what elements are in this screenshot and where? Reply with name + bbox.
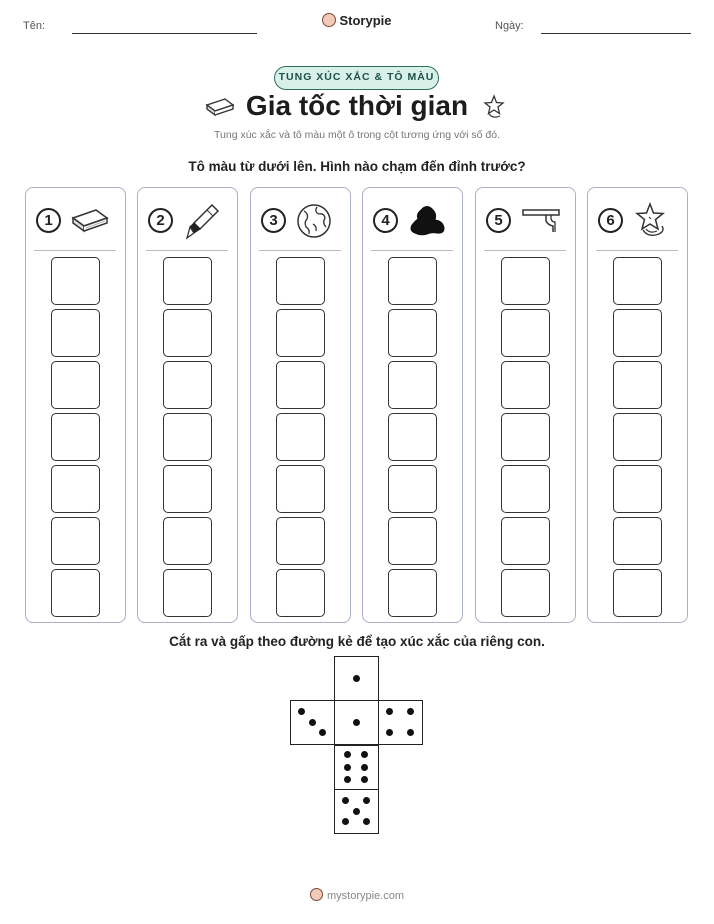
color-cell[interactable]	[613, 413, 662, 461]
name-line[interactable]	[72, 33, 257, 34]
dice-pip	[353, 675, 360, 682]
column-divider	[259, 250, 341, 251]
color-cell[interactable]	[388, 517, 437, 565]
color-cell[interactable]	[501, 569, 550, 617]
dice-face	[290, 700, 335, 745]
column-divider	[34, 250, 116, 251]
ink-blot-icon	[407, 202, 447, 238]
fountain-pen-icon	[182, 202, 222, 240]
color-cell[interactable]	[163, 309, 212, 357]
page-title: Gia tốc thời gian	[245, 90, 469, 121]
color-cell[interactable]	[613, 517, 662, 565]
shelf-icon	[520, 202, 562, 238]
dice-pip	[361, 776, 368, 783]
column-header	[148, 202, 228, 242]
activity-badge: TUNG XÚC XẮC & TÔ MÀU	[274, 66, 439, 90]
color-cell[interactable]	[501, 517, 550, 565]
dice-pip	[407, 708, 414, 715]
brand-name: Storypie	[339, 13, 392, 28]
color-cell[interactable]	[276, 413, 325, 461]
dice-pip	[342, 797, 349, 804]
instruction: Tô màu từ dưới lên. Hình nào chạm đến đỉnh trước?	[188, 159, 526, 174]
color-cell[interactable]	[51, 517, 100, 565]
color-cell[interactable]	[51, 257, 100, 305]
column-divider	[596, 250, 678, 251]
cut-instruction: Cắt ra và gấp theo đường kẻ để tạo xúc xắc của riêng con.	[169, 634, 545, 649]
color-cell[interactable]	[163, 257, 212, 305]
color-cell[interactable]	[163, 465, 212, 513]
color-cell[interactable]	[276, 569, 325, 617]
color-cell[interactable]	[613, 465, 662, 513]
color-cell[interactable]	[388, 257, 437, 305]
column-5	[475, 187, 576, 623]
color-cell[interactable]	[276, 309, 325, 357]
number-circle: 1	[36, 208, 61, 233]
color-cell[interactable]	[51, 569, 100, 617]
color-cell[interactable]	[501, 257, 550, 305]
color-cell[interactable]	[388, 569, 437, 617]
number-circle: 3	[261, 208, 286, 233]
dice-pip	[386, 708, 393, 715]
dice-face	[334, 700, 379, 745]
dice-pip	[353, 719, 360, 726]
column-header	[598, 202, 678, 242]
dice-pip	[344, 764, 351, 771]
date-line[interactable]	[541, 33, 691, 34]
column-header	[486, 202, 566, 242]
color-cell[interactable]	[388, 361, 437, 409]
dice-pip	[363, 797, 370, 804]
number-circle: 2	[148, 208, 173, 233]
color-cell[interactable]	[276, 257, 325, 305]
color-cell[interactable]	[388, 309, 437, 357]
dice-pip	[344, 776, 351, 783]
color-cell[interactable]	[501, 413, 550, 461]
color-cell[interactable]	[51, 309, 100, 357]
column-divider	[484, 250, 566, 251]
color-cell[interactable]	[276, 517, 325, 565]
color-cell[interactable]	[163, 413, 212, 461]
globe-icon	[295, 202, 333, 240]
color-cell[interactable]	[163, 517, 212, 565]
bear-logo-icon	[310, 888, 323, 901]
column-divider	[371, 250, 453, 251]
color-cell[interactable]	[51, 465, 100, 513]
subtitle: Tung xúc xắc và tô màu một ô trong cột tương ứng với số đó.	[214, 129, 500, 141]
dice-pip	[342, 818, 349, 825]
dice-pip	[309, 719, 316, 726]
dice-pip	[361, 751, 368, 758]
dice-pip	[319, 729, 326, 736]
column-header	[261, 202, 341, 242]
color-cell[interactable]	[276, 465, 325, 513]
bear-logo-icon	[322, 13, 336, 27]
dice-pip	[407, 729, 414, 736]
dice-face	[334, 789, 379, 834]
color-cell[interactable]	[163, 361, 212, 409]
dice-pip	[298, 708, 305, 715]
dice-pip	[353, 808, 360, 815]
color-cell[interactable]	[613, 309, 662, 357]
footer-url[interactable]: mystorypie.com	[326, 890, 405, 902]
column-2	[137, 187, 238, 623]
book-icon	[70, 202, 110, 238]
color-cell[interactable]	[163, 569, 212, 617]
dice-face	[334, 745, 379, 790]
brand-logo	[0, 13, 714, 28]
column-1	[25, 187, 126, 623]
color-cell[interactable]	[613, 569, 662, 617]
column-header	[373, 202, 453, 242]
color-cell[interactable]	[501, 309, 550, 357]
color-cell[interactable]	[51, 361, 100, 409]
dice-face	[334, 656, 379, 701]
color-cell[interactable]	[613, 257, 662, 305]
color-cell[interactable]	[276, 361, 325, 409]
color-cell[interactable]	[388, 465, 437, 513]
dice-pip	[386, 729, 393, 736]
dice-face	[378, 700, 423, 745]
number-circle: 5	[486, 208, 511, 233]
dice-pip	[361, 764, 368, 771]
color-cell[interactable]	[51, 413, 100, 461]
color-cell[interactable]	[613, 361, 662, 409]
number-circle: 6	[598, 208, 623, 233]
column-3	[250, 187, 351, 623]
column-header	[36, 202, 116, 242]
name-label: Tên:	[23, 20, 46, 32]
shooting-star-icon	[481, 94, 507, 120]
color-cell[interactable]	[388, 413, 437, 461]
column-divider	[146, 250, 228, 251]
number-circle: 4	[373, 208, 398, 233]
shooting-star-icon	[632, 202, 670, 240]
column-4	[362, 187, 463, 623]
color-cell[interactable]	[501, 465, 550, 513]
column-6	[587, 187, 688, 623]
color-cell[interactable]	[501, 361, 550, 409]
dice-pip	[344, 751, 351, 758]
date-label: Ngày:	[495, 20, 524, 32]
dice-pip	[363, 818, 370, 825]
footer	[0, 888, 714, 902]
